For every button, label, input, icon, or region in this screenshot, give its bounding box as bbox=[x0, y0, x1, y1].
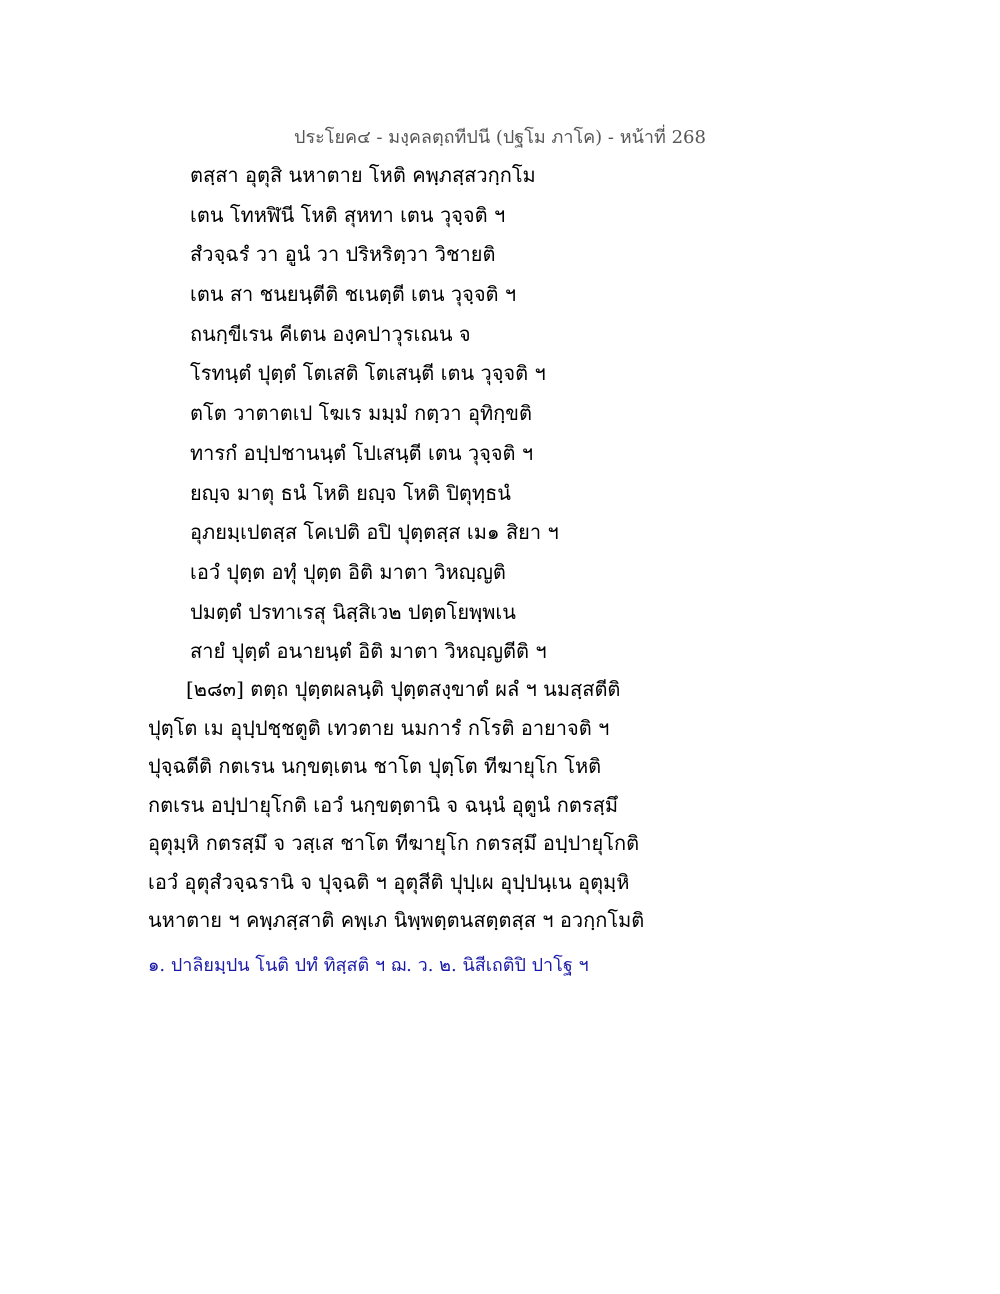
prose-line: ปุจฺฉตีติ กตเรน นกฺขตฺเตน ชาโต ปุตฺโต ทีฆายุโก โหติ bbox=[148, 754, 602, 778]
verse-line: อุภยมฺเปตสฺส โคเปติ อปิ ปุตฺตสฺส เม๑ สิยา ฯ bbox=[190, 520, 559, 545]
page-header: ประโยค๔ - มงฺคลตฺถทีปนี (ปฐโม ภาโค) - หน้าที่ 268 bbox=[294, 127, 706, 148]
verse-line: ถนกฺขีเรน คีเตน องฺคปาวุรเณน จ bbox=[190, 321, 471, 346]
verse-line: โรทนฺตํ ปุตฺตํ โตเสติ โตเสนฺตี เตน วุจฺจติ ฯ bbox=[190, 361, 546, 386]
verse-line: ทารกํ อปฺปชานนฺตํ โปเสนฺตี เตน วุจฺจติ ฯ bbox=[190, 440, 534, 465]
prose-line: อุตุมฺหิ กตรสฺมึ จ วสฺเส ชาโต ทีฆายุโก กตรสฺมึ อปฺปายุโกติ bbox=[148, 831, 640, 855]
verse-line: เอวํ ปุตฺต อทุํ ปุตฺต อิติ มาตา วิหญฺญติ bbox=[190, 559, 506, 584]
prose-line: นหาตาย ฯ คพฺภสฺสาติ คพฺเภ นิพฺพตฺตนสตฺตสฺส ฯ อวกฺกโมติ bbox=[148, 908, 645, 932]
prose-line: [๒๘๓] ตตฺถ ปุตฺตผลนฺติ ปุตฺตสงฺขาตํ ผลํ ฯ นมสฺสตีติ bbox=[186, 677, 621, 701]
verse-line: ยญฺจ มาตุ ธนํ โหติ ยญฺจ โหติ ปิตุทฺธนํ bbox=[190, 480, 511, 505]
prose-line: เอวํ อุตุสํวจฺฉรานิ จ ปุจฺฉติ ฯ อุตุสีติ ปุปฺเผ อุปฺปนฺเน อุตุมฺหิ bbox=[148, 869, 630, 894]
verse-line: ปมตฺตํ ปรทาเรสุ นิสฺสิเว๒ ปตฺตโยพฺพเน bbox=[190, 599, 516, 624]
verse-line: ตโต วาตาตเป โฆเร มมฺมํ กตฺวา อุทิกฺขติ bbox=[190, 401, 532, 426]
verse-line: ตสฺสา อุตุสิ นหาตาย โหติ คพฺภสฺสวกฺกโม bbox=[190, 163, 536, 187]
prose-line: ปุตฺโต เม อุปฺปชฺชตูติ เทวตาย นมการํ กโรติ อายาจติ ฯ bbox=[148, 715, 610, 740]
verse-line: เตน โทหฬินี โหติ สุหทา เตน วุจฺจติ ฯ bbox=[190, 202, 506, 227]
verse-block bbox=[190, 156, 559, 672]
prose-block bbox=[148, 670, 660, 940]
verse-line: เตน สา ชนยนฺตีติ ชเนตฺตี เตน วุจฺจติ ฯ bbox=[190, 282, 517, 307]
verse-line: สํวจฺฉรํ วา อูนํ วา ปริหริตฺวา วิชายติ bbox=[190, 242, 496, 267]
prose-line: กตเรน อปฺปายุโกติ เอวํ นกฺขตฺตานิ จ ฉนฺนํ อุตูนํ กตรสฺมึ bbox=[148, 792, 619, 817]
footnote: ๑. ปาลิยมฺปน โนติ ปทํ ทิสฺสติ ฯ ฌ. ว. ๒. นิสีเถติปิ ปาโฐ ฯ bbox=[148, 955, 589, 976]
verse-line: สายํ ปุตฺตํ อนายนฺตํ อิติ มาตา วิหญฺญตีติ ฯ bbox=[190, 639, 547, 664]
